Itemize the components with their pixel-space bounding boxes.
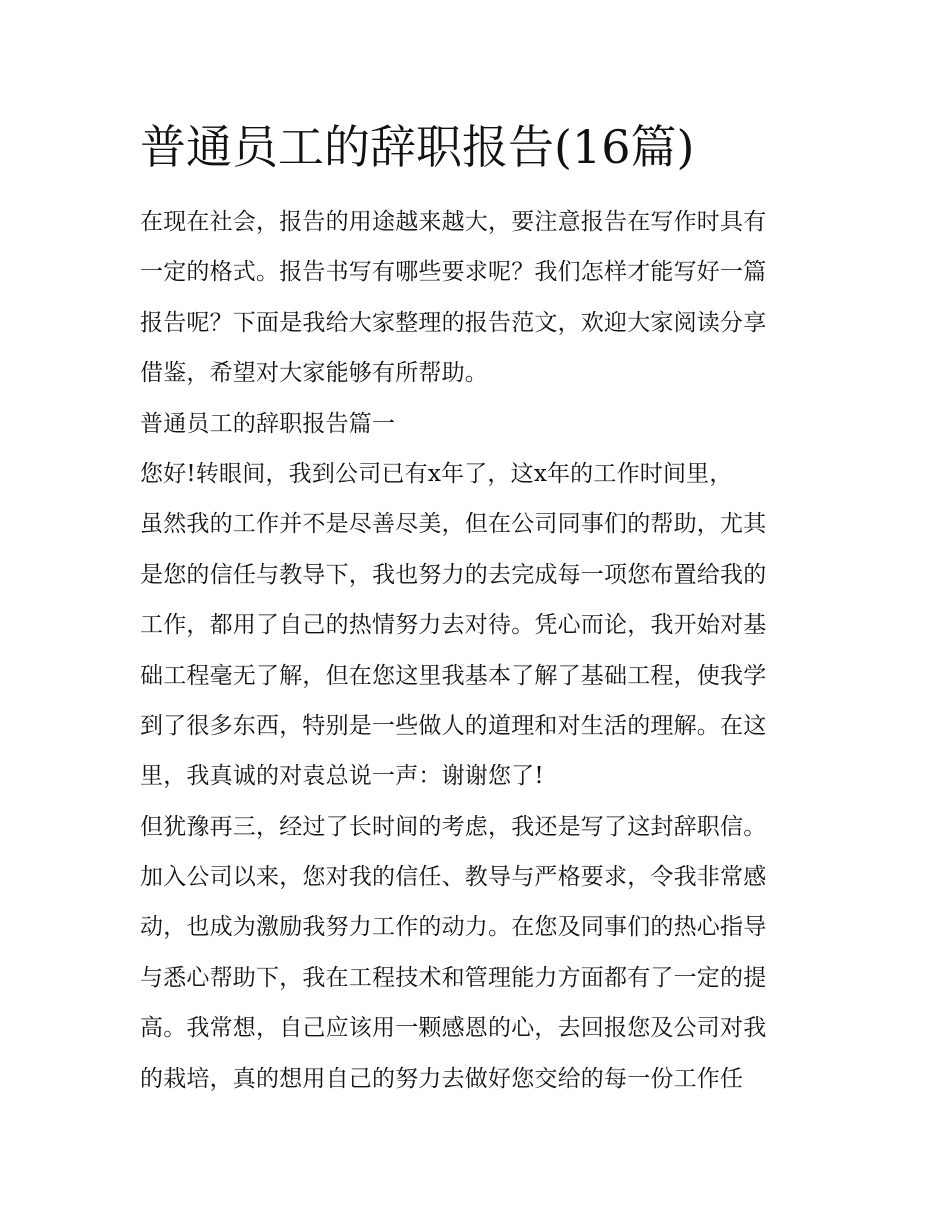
intro-line-2: 一定的格式。报告书写有哪些要求呢？我们怎样才能写好一篇 — [140, 259, 767, 286]
body-line-5: 础工程毫无了解，但在您这里我基本了解了基础工程，使我学 — [140, 662, 767, 689]
body-line-11: 与悉心帮助下，我在工程技术和管理能力方面都有了一定的提 — [140, 964, 767, 991]
body-line-2: 虽然我的工作并不是尽善尽美，但在公司同事们的帮助，尤其 — [140, 511, 767, 538]
document-title: 普通员工的辞职报告(16篇) — [140, 120, 695, 174]
body-line-4: 工作，都用了自己的热情努力去对待。凭心而论，我开始对基 — [140, 612, 767, 639]
body-line-3: 是您的信任与教导下，我也努力的去完成每一项您布置给我的 — [140, 561, 767, 588]
intro-line-1: 在现在社会，报告的用途越来越大，要注意报告在写作时具有 — [140, 209, 767, 235]
body-line-13: 的栽培，真的想用自己的努力去做好您交给的每一份工作任 — [140, 1065, 744, 1092]
body-line-12: 高。我常想，自己应该用一颗感恩的心，去回报您及公司对我 — [140, 1015, 767, 1042]
body-line-1: 您好!转眼间，我到公司已有x年了，这x年的工作时间里， — [140, 460, 733, 487]
section-heading: 普通员工的辞职报告篇一 — [140, 410, 396, 437]
intro-line-3: 报告呢？下面是我给大家整理的报告范文，欢迎大家阅读分享 — [140, 309, 767, 336]
body-line-9: 加入公司以来，您对我的信任、教导与严格要求，令我非常感 — [140, 864, 767, 891]
body-line-10: 动，也成为激励我努力工作的动力。在您及同事们的热心指导 — [140, 914, 767, 941]
intro-line-4: 借鉴，希望对大家能够有所帮助。 — [140, 360, 488, 387]
body-line-6: 到了很多东西，特别是一些做人的道理和对生活的理解。在这 — [140, 712, 767, 739]
body-line-7: 里，我真诚的对袁总说一声：谢谢您了! — [140, 763, 544, 790]
body-line-8: 但犹豫再三，经过了长时间的考虑，我还是写了这封辞职信。 — [140, 813, 767, 840]
document-body — [140, 197, 812, 1104]
